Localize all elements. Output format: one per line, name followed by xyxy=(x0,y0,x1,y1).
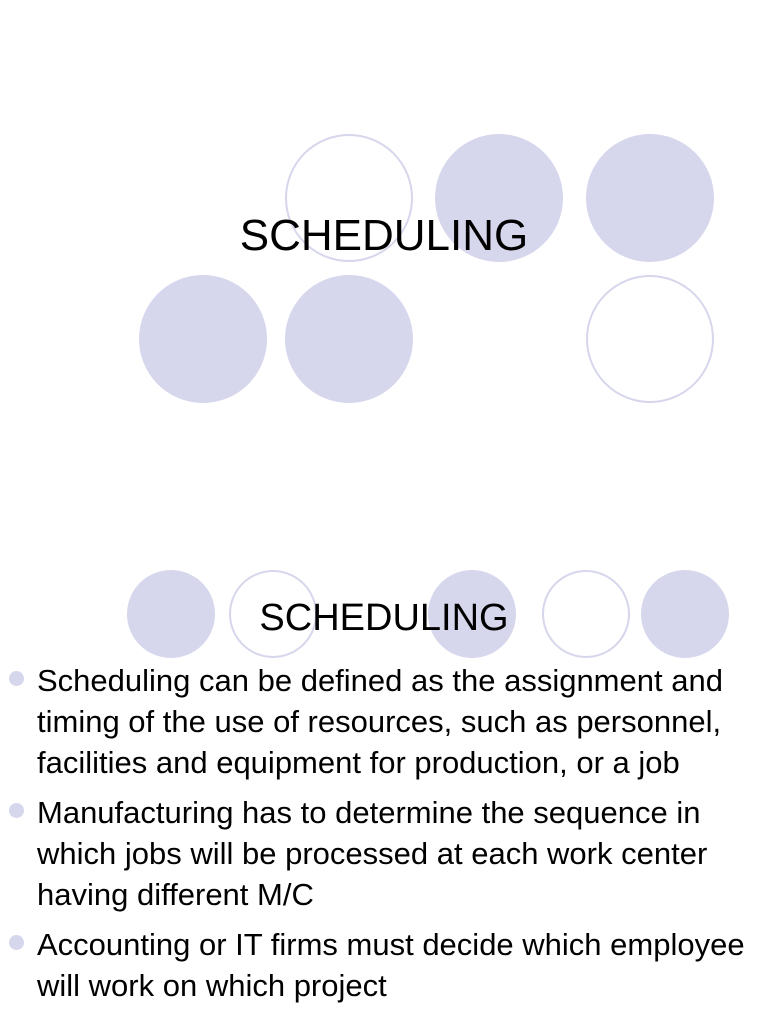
bullet-list xyxy=(0,660,768,1015)
bullet-text: Scheduling can be defined as the assignment and timing of the use of resources, such as personnel, facilities and equipment for production, or a job xyxy=(37,663,723,780)
bullet-text: Accounting or IT firms must decide which employee will work on which project xyxy=(37,927,745,1003)
bullet-text: Manufacturing has to determine the sequence in which jobs will be processed at each work center having different M/C xyxy=(37,795,708,912)
outline-circle xyxy=(587,276,713,402)
bullet-item xyxy=(0,924,768,1006)
bullet-item xyxy=(0,792,768,915)
filled-circle xyxy=(285,275,413,403)
bullet-icon xyxy=(9,671,24,686)
bullet-item xyxy=(0,660,768,783)
slide-title: SCHEDULING xyxy=(239,211,529,260)
content-slide xyxy=(0,560,768,1024)
slide-title: SCHEDULING xyxy=(259,597,509,639)
bullet-icon xyxy=(9,935,24,950)
bullet-icon xyxy=(9,803,24,818)
filled-circle xyxy=(139,275,267,403)
